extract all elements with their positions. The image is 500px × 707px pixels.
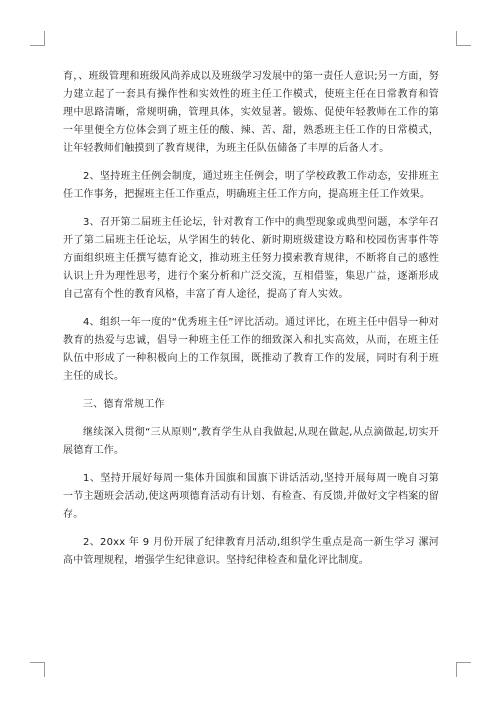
section-heading: 三、德育常规工作	[83, 399, 165, 410]
crop-mark-bottom-left	[30, 662, 45, 677]
crop-mark-top-right	[456, 31, 471, 46]
crop-mark-top-left	[30, 31, 45, 46]
paragraph-excellent-teacher: 4、组织一年一度的“优秀班主任”评比活动。通过评比，在班主任中倡导一种对教育的热爱与忠诚，倡导一种班主任工作的细致深入和扎实高效，从而，在班主任队伍中形成了一种积极向上的工作氛围，既推动了教育工作的发展，同时有利于班主任的成长。	[63, 317, 439, 382]
paragraph-discipline-month: 2、20xx 年 9 月份开展了纪律教育月活动,组织学生重点是高一新生学习 漯河高中管理规程，增强学生纪律意识。坚持纪律检查和量化评比制度。	[63, 537, 439, 566]
crop-mark-bottom-right	[456, 662, 471, 677]
paragraph-continuation: 育，、班级管理和班级风尚养成以及班级学习发展中的第一责任人意识;另一方面，努力建立起了一套具有操作性和实效性的班主任工作模式，使班主任在日常教育和管理中思路清晰，常规明确，管理具体，实效显著。锻炼、促使年轻教师在工作的第一年里便全方位体会到了班主任的酸、辣、苦、甜，熟悉班主任工作的日常模式，让年轻教师们触摸到了教育规律，为班主任队伍储备了丰厚的后备人才。	[63, 71, 439, 154]
paragraph-flag-raising: 1、坚持开展好每周一集体升国旗和国旗下讲话活动,坚持开展每周一晚自习第一节主题班会活动,使这两项德育活动有计划、有检查、有反馈,并做好文字档案的留存。	[63, 473, 439, 520]
paragraph-three-principles: 继续深入贯彻“三从原则”,教育学生从自我做起,从现在做起,从点滴做起,切实开展德育工作。	[63, 427, 439, 456]
paragraph-class-meeting: 2、坚持班主任例会制度，通过班主任例会，明了学校政教工作动态，安排班主任工作事务，把握班主任工作重点，明确班主任工作方向，提高班主任工作效果。	[63, 171, 439, 200]
document-body	[63, 68, 439, 580]
paragraph-forum: 3、召开第二届班主任论坛，针对教育工作中的典型现象或典型问题，本学年召开了第二届班主任论坛，从学困生的转化、新时期班级建设方略和校园伤害事件等方面组织班主任撰写德育论文，推动班主任努力摸索教育规律，不断将自己的感性认识上升为理性思考，进行个案分析和广泛交流，互相借鉴，集思广益，逐渐形成自己富有个性的教育风格，丰富了育人途径，提高了育人实效。	[63, 217, 439, 300]
